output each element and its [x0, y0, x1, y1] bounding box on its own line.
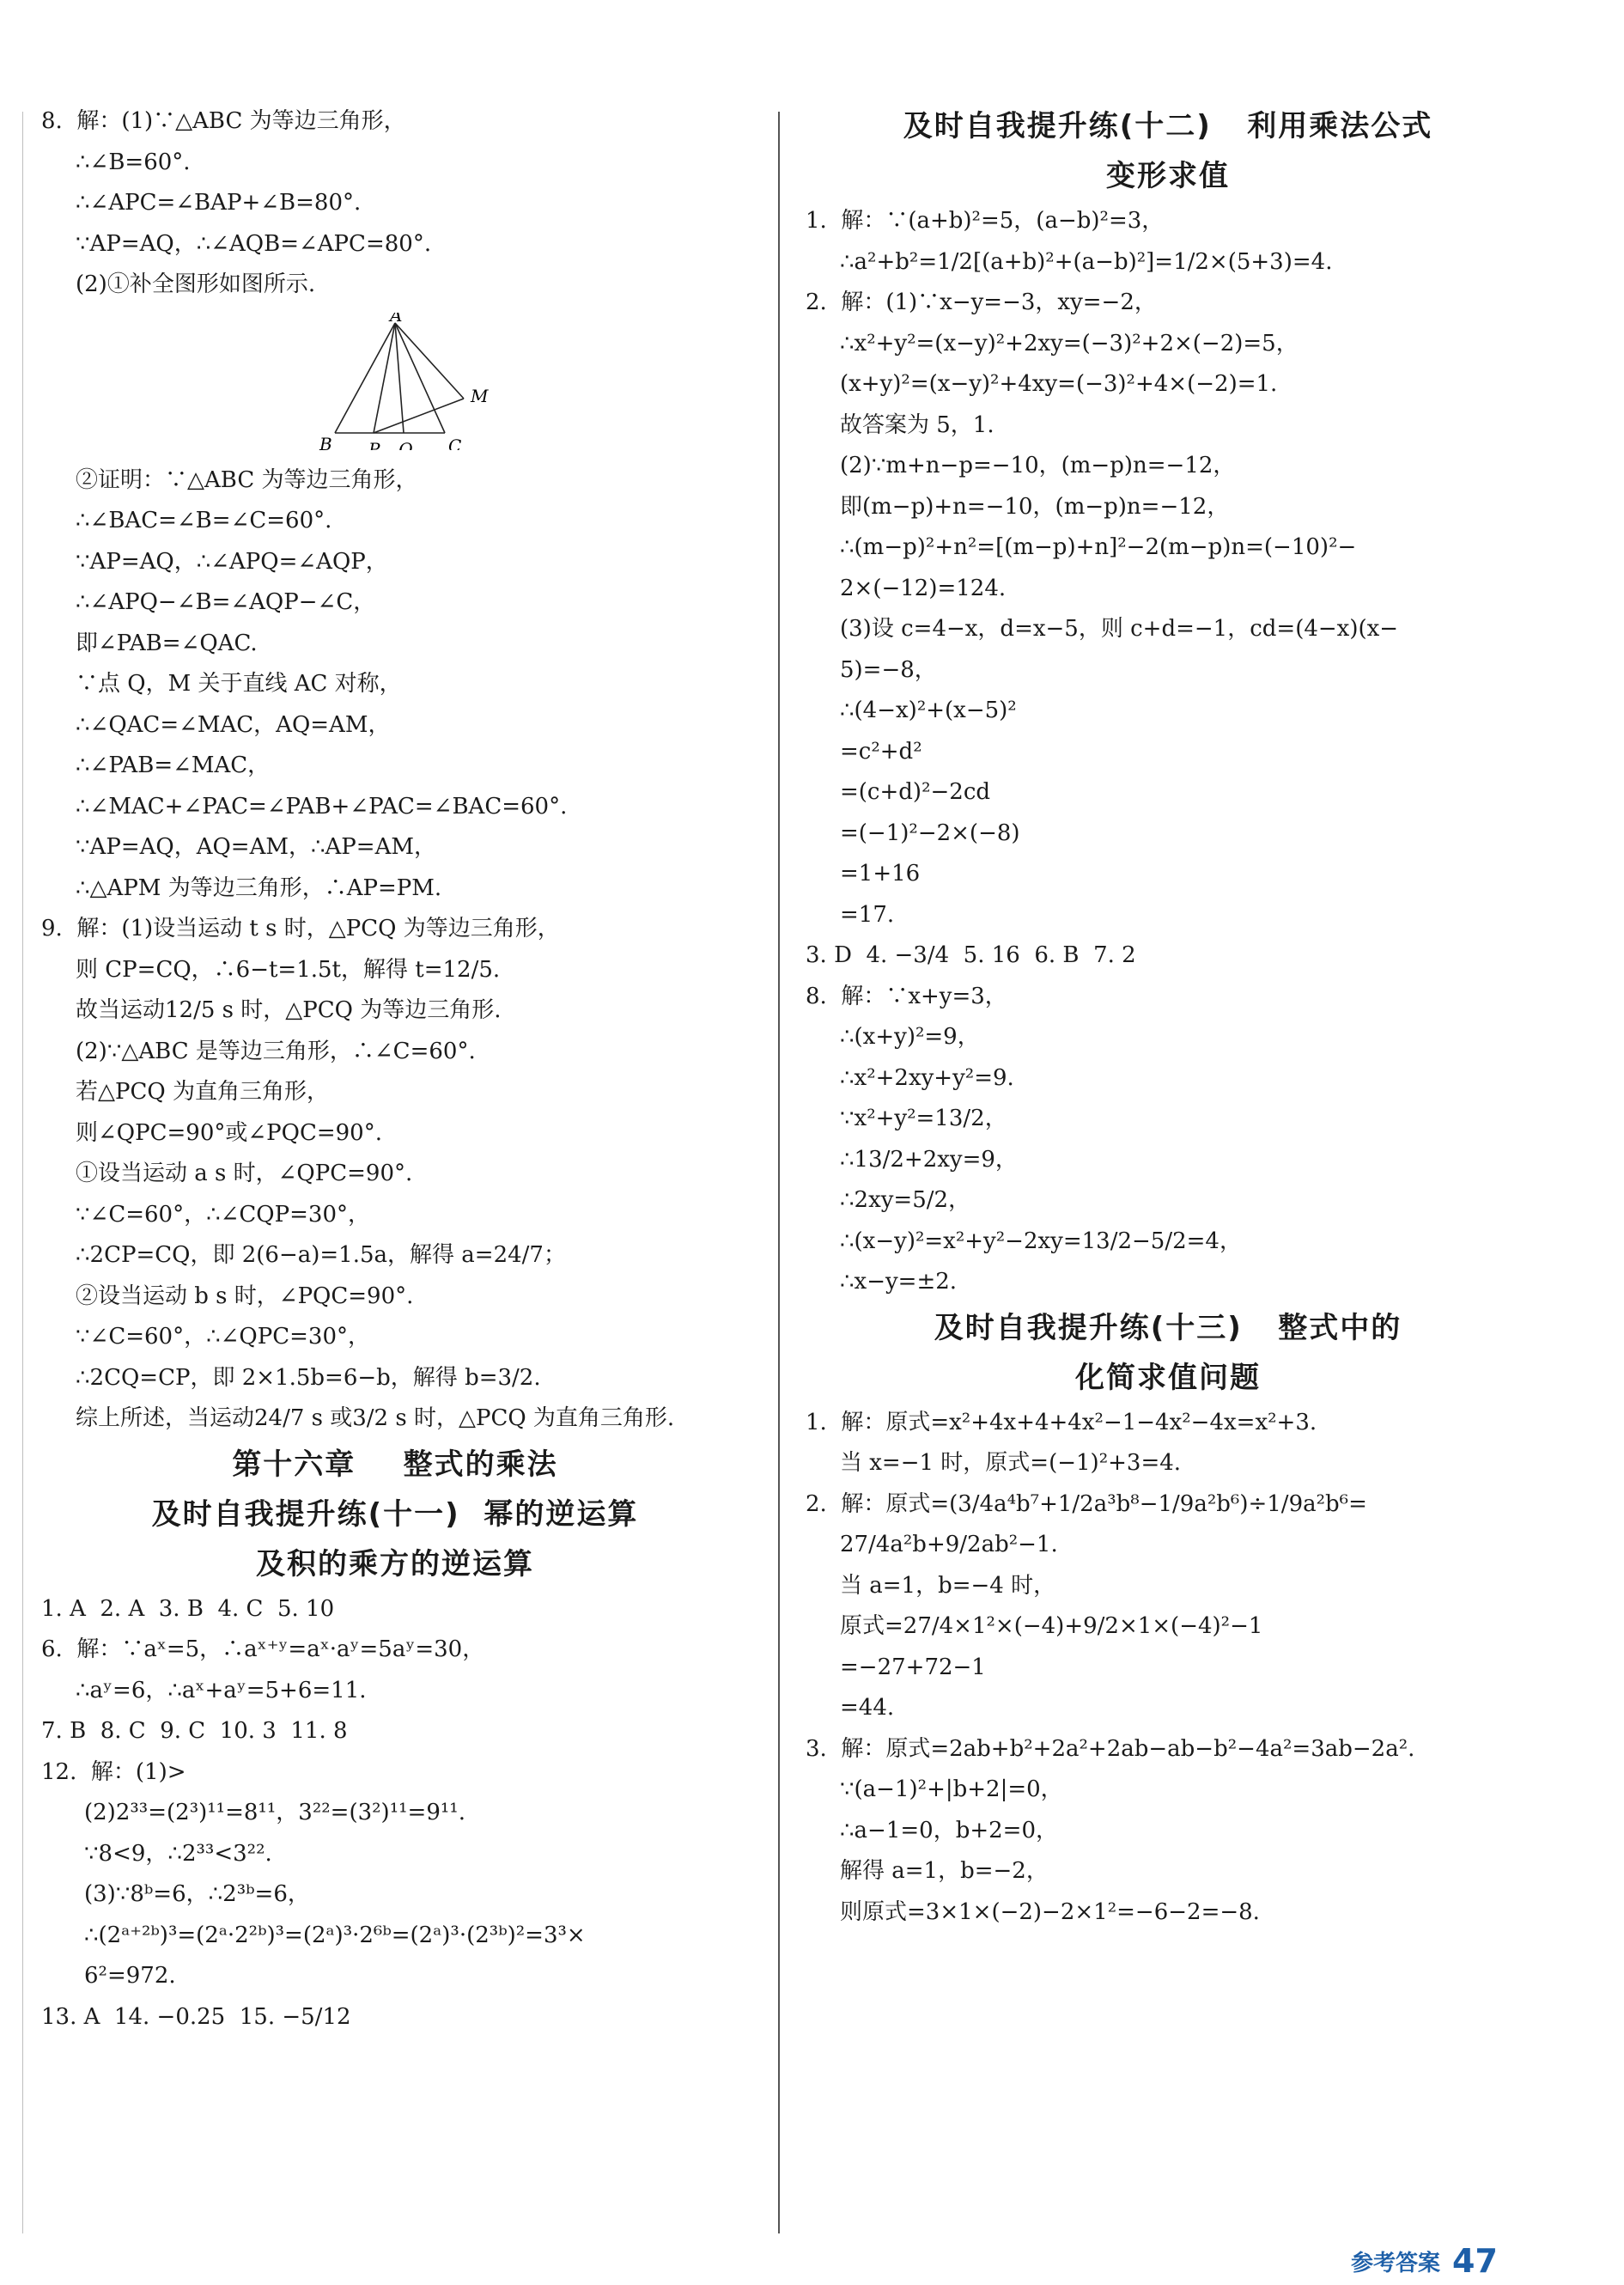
- answer-line: ∴∠B=60°.: [76, 149, 191, 175]
- answer-line: 3. D 4. −3/4 5. 16 6. B 7. 2: [806, 942, 1136, 968]
- page-footer: [1351, 2242, 1498, 2280]
- answer-line: =c²+d²: [840, 738, 922, 765]
- section-title: 及积的乘方的逆运算: [256, 1546, 534, 1581]
- footer-label: 参考答案: [1351, 2250, 1441, 2276]
- segment-AM: [395, 323, 464, 399]
- answer-line: 1. 解：∵(a+b)²=5，(a−b)²=3，: [806, 208, 1165, 234]
- answer-line: 2. 解：(1)∵x−y=−3，xy=−2，: [806, 289, 1157, 315]
- answer-line: 6. 解：∵aˣ=5，∴aˣ⁺ʸ=aˣ·aʸ=5aʸ=30，: [41, 1636, 485, 1662]
- answer-line: 1. A 2. A 3. B 4. C 5. 10: [41, 1595, 335, 1622]
- answer-line: ∴a−1=0，b+2=0，: [840, 1817, 1058, 1843]
- answer-line: ∴x−y=±2.: [840, 1269, 958, 1295]
- answer-line: ∴x²+2xy+y²=9.: [840, 1064, 1014, 1091]
- answer-line: ∴∠MAC+∠PAC=∠PAB+∠PAC=∠BAC=60°.: [76, 793, 568, 820]
- answer-line: ∵AP=AQ，∴∠AQB=∠APC=80°.: [76, 230, 432, 257]
- answer-line: ②证明：∵△ABC 为等边三角形，: [76, 466, 418, 493]
- answer-line: 若△PCQ 为直角三角形，: [76, 1079, 329, 1105]
- section-title: 及时自我提升练(十三) 整式中的: [934, 1310, 1402, 1345]
- point-label-M: M: [471, 385, 489, 406]
- answer-line: ∴2CP=CQ，即 2(6−a)=1.5a，解得 a=24/7；: [76, 1242, 566, 1268]
- answer-line: ∴2xy=5/2，: [840, 1187, 971, 1213]
- answer-line: 综上所述，当运动24/7 s 或3/2 s 时，△PCQ 为直角三角形.: [76, 1405, 675, 1431]
- answer-line: ∴(x−y)²=x²+y²−2xy=13/2−5/2=4，: [840, 1228, 1242, 1254]
- answer-line: 2×(−12)=124.: [840, 575, 1007, 601]
- point-label-C: C: [448, 435, 462, 450]
- answer-line: ∵点 Q，M 关于直线 AC 对称，: [76, 671, 402, 697]
- segment-AB: [335, 323, 395, 433]
- section-title: 变形求值: [1106, 159, 1230, 193]
- answer-line: ∴(2ᵃ⁺²ᵇ)³=(2ᵃ·2²ᵇ)³=(2ᵃ)³·2⁶ᵇ=(2ᵃ)³·(2³ᵇ)²=3³×: [84, 1922, 586, 1948]
- section-title: 及时自我提升练(十二) 利用乘法公式: [903, 109, 1433, 143]
- answer-line: 13. A 14. −0.25 15. −5/12: [41, 2003, 351, 2030]
- answer-line: ∴(m−p)²+n²=[(m−p)+n]²−2(m−p)n=(−10)²−: [840, 534, 1357, 560]
- answer-line: =(−1)²−2×(−8): [840, 820, 1020, 846]
- point-label-A: A: [390, 312, 403, 326]
- answer-line: 则∠QPC=90°或∠PQC=90°.: [76, 1119, 382, 1146]
- answer-line: 当 x=−1 时，原式=(−1)²+3=4.: [840, 1450, 1182, 1476]
- answer-line: 即∠PAB=∠QAC.: [76, 630, 258, 656]
- answer-line: 解得 a=1，b=−2，: [840, 1858, 1049, 1884]
- answer-line: 原式=27/4×1²×(−4)+9/2×1×(−4)²−1: [840, 1613, 1263, 1639]
- answer-line: (x+y)²=(x−y)²+4xy=(−3)²+4×(−2)=1.: [840, 371, 1278, 397]
- answer-line: ∴(x+y)²=9，: [840, 1024, 980, 1050]
- left-column: [34, 101, 756, 2038]
- answer-line: 8. 解：∵x+y=3，: [806, 983, 1007, 1009]
- answer-line: ∴13/2+2xy=9，: [840, 1146, 1018, 1173]
- section-title: 化简求值问题: [1075, 1360, 1261, 1395]
- point-label-B: B: [319, 433, 332, 450]
- answer-line: ∴△APM 为等边三角形，∴AP=PM.: [76, 874, 442, 901]
- answer-line: (2)2³³=(2³)¹¹=8¹¹，3²²=(3²)¹¹=9¹¹.: [84, 1800, 465, 1825]
- answer-line: (2)∵m+n−p=−10，(m−p)n=−12，: [840, 453, 1236, 478]
- answer-line: =(c+d)²−2cd: [840, 779, 991, 805]
- column-divider: [778, 112, 780, 2233]
- answer-line: ∵(a−1)²+|b+2|=0，: [840, 1776, 1063, 1802]
- answer-line: (3)设 c=4−x，d=x−5，则 c+d=−1，cd=(4−x)(x−: [840, 616, 1399, 642]
- answer-line: (2)①补全图形如图所示.: [76, 271, 316, 297]
- answer-line: (2)∵△ABC 是等边三角形，∴∠C=60°.: [76, 1038, 476, 1064]
- answer-line: ∴∠APC=∠BAP+∠B=80°.: [76, 190, 362, 216]
- segment-PM: [374, 399, 464, 433]
- answer-line: ∴∠APQ−∠B=∠AQP−∠C，: [76, 589, 376, 615]
- triangle-figure: [292, 313, 515, 450]
- answer-line: 当 a=1，b=−4 时，: [840, 1572, 1056, 1599]
- answer-line: 27/4a²b+9/2ab²−1.: [840, 1532, 1058, 1557]
- answer-line: 2. 解：原式=(3/4a⁴b⁷+1/2a³b⁸−1/9a²b⁶)÷1/9a²b⁶=: [806, 1490, 1367, 1517]
- answer-line: ∴(4−x)²+(x−5)²: [840, 698, 1017, 723]
- answer-line: 7. B 8. C 9. C 10. 3 11. 8: [41, 1718, 348, 1744]
- answer-line: ∴∠BAC=∠B=∠C=60°.: [76, 508, 332, 533]
- answer-line: 故当运动12/5 s 时，△PCQ 为等边三角形.: [76, 997, 502, 1023]
- answer-line: ∴aʸ=6，∴aˣ+aʸ=5+6=11.: [76, 1677, 367, 1703]
- answer-line: ∵x²+y²=13/2，: [840, 1106, 1007, 1131]
- answer-line: ∵AP=AQ，∴∠APQ=∠AQP，: [76, 548, 388, 575]
- section-title: 第十六章 整式的乘法: [232, 1447, 558, 1482]
- answer-line: (3)∵8ᵇ=6，∴2³ᵇ=6，: [84, 1881, 310, 1907]
- point-label-P: P: [368, 438, 380, 450]
- section-title: 及时自我提升练(十一) 幂的逆运算: [151, 1496, 639, 1532]
- answer-line: =17.: [840, 901, 895, 928]
- answer-line: ∵8<9，∴2³³<3²².: [84, 1840, 272, 1867]
- answer-line: ∵∠C=60°，∴∠QPC=30°，: [76, 1324, 370, 1350]
- answer-line: =−27+72−1: [840, 1654, 986, 1680]
- right-column: [799, 101, 1537, 1933]
- answer-line: ①设当运动 a s 时，∠QPC=90°.: [76, 1161, 413, 1186]
- answer-line: ∵AP=AQ，AQ=AM，∴AP=AM，: [76, 834, 436, 860]
- answer-line: 1. 解：原式=x²+4x+4+4x²−1−4x²−4x=x²+3.: [806, 1409, 1317, 1435]
- point-label-Q: Q: [398, 438, 413, 450]
- segment-AP: [374, 323, 395, 433]
- answer-line: 故答案为 5，1.: [840, 411, 994, 438]
- answer-line: 9. 解：(1)设当运动 t s 时，△PCQ 为等边三角形，: [41, 916, 560, 941]
- answer-line: ∴a²+b²=1/2[(a+b)²+(a−b)²]=1/2×(5+3)=4.: [840, 248, 1333, 275]
- answer-line: 5)=−8，: [840, 656, 937, 683]
- answer-line: ∴x²+y²=(x−y)²+2xy=(−3)²+2×(−2)=5，: [840, 330, 1299, 356]
- answer-line: ∵∠C=60°，∴∠CQP=30°，: [76, 1201, 370, 1228]
- answer-line: ∴2CQ=CP，即 2×1.5b=6−b，解得 b=3/2.: [76, 1364, 541, 1391]
- answer-line: =44.: [840, 1695, 895, 1721]
- answer-line: 即(m−p)+n=−10，(m−p)n=−12，: [840, 493, 1230, 520]
- answer-line: ②设当运动 b s 时，∠PQC=90°.: [76, 1283, 414, 1309]
- answer-line: ∴∠PAB=∠MAC，: [76, 753, 271, 778]
- page-number: 47: [1452, 2242, 1498, 2280]
- answer-line: =1+16: [840, 861, 921, 887]
- answer-line: 3. 解：原式=2ab+b²+2a²+2ab−ab−b²−4a²=3ab−2a².: [806, 1735, 1415, 1762]
- answer-line: 6²=972.: [84, 1963, 176, 1989]
- answer-line: 则原式=3×1×(−2)−2×1²=−6−2=−8.: [840, 1898, 1260, 1925]
- answer-line: 则 CP=CQ，∴6−t=1.5t，解得 t=12/5.: [76, 956, 501, 983]
- answer-line: 12. 解：(1)>: [41, 1758, 186, 1785]
- answer-line: 8. 解：(1)∵△ABC 为等边三角形，: [41, 108, 406, 134]
- left-margin-rule: [22, 112, 23, 2233]
- answer-line: ∴∠QAC=∠MAC，AQ=AM，: [76, 711, 391, 738]
